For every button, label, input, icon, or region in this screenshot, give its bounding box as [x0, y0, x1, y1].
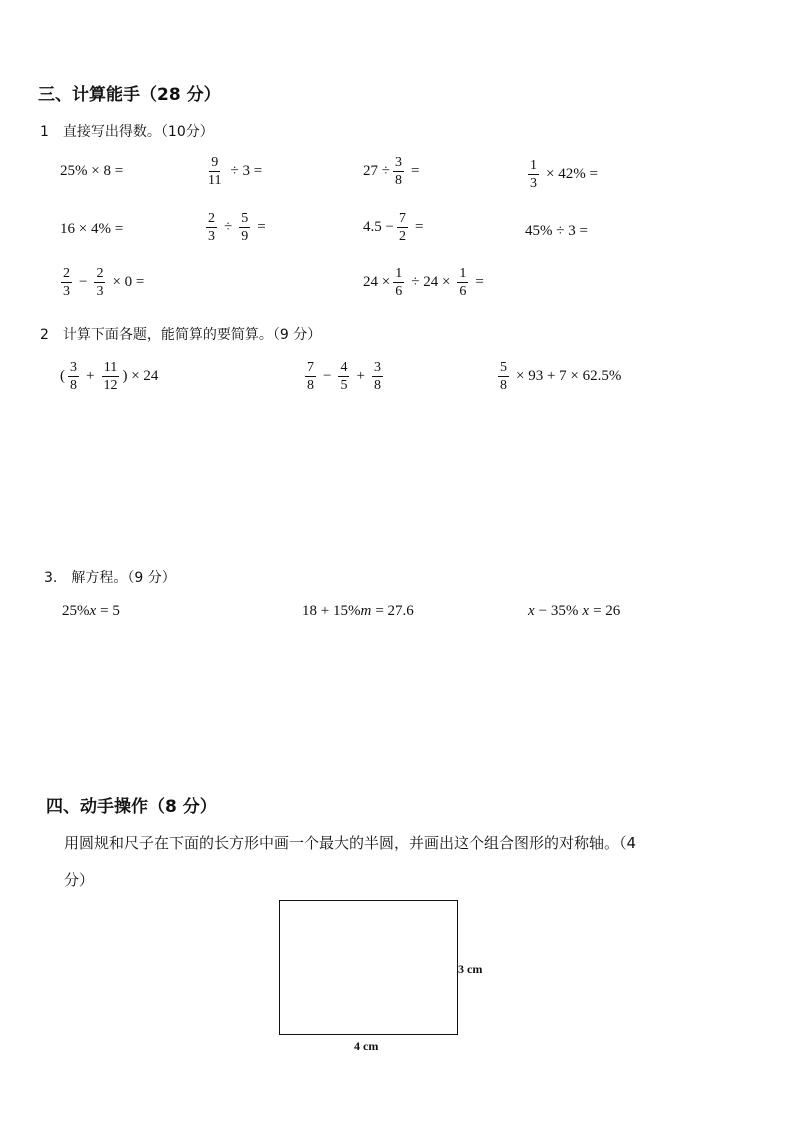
operator: + — [86, 368, 95, 385]
expression-text: = — [414, 219, 424, 236]
expression-text: 25% — [62, 603, 90, 619]
expression-3 — [363, 155, 423, 189]
expression-text: = 26 — [593, 603, 621, 619]
numerator: 4 — [338, 360, 349, 377]
expression-4 — [525, 158, 602, 192]
paren-open: ( — [60, 368, 65, 385]
expression-text: 18 + 15% — [302, 603, 361, 619]
expression-text: × 42% = — [546, 166, 598, 183]
fraction — [338, 360, 349, 394]
numerator: 1 — [528, 158, 539, 175]
denominator: 8 — [373, 378, 381, 394]
expression-text: × 0 = — [112, 274, 145, 291]
expression-text: = 5 — [100, 603, 120, 619]
operator: + — [356, 368, 365, 385]
calculation-1 — [60, 360, 158, 394]
equation-1 — [62, 603, 124, 620]
numerator: 3 — [393, 155, 404, 172]
fraction — [372, 360, 383, 394]
denominator: 3 — [96, 284, 104, 300]
fraction — [239, 211, 250, 245]
variable: x — [528, 603, 535, 619]
expression-text: 27 ÷ — [363, 163, 390, 180]
expression-2 — [203, 155, 266, 189]
fraction — [94, 266, 105, 300]
fraction — [393, 266, 404, 300]
numerator: 3 — [68, 360, 79, 377]
denominator: 9 — [241, 229, 249, 245]
expression-1 — [60, 163, 123, 180]
variable: x — [89, 603, 97, 619]
numerator: 7 — [397, 211, 408, 228]
fraction — [101, 360, 119, 394]
expression-5 — [60, 221, 123, 238]
denominator: 11 — [208, 173, 222, 189]
expression-text: 45% ÷ 3 = — [525, 223, 588, 239]
expression-8 — [525, 223, 588, 240]
expression-text: − 35% — [538, 603, 579, 619]
denominator: 8 — [307, 378, 314, 394]
variable: x — [582, 603, 590, 619]
question-2-title: 2 计算下面各题，能简算的要简算。（9 分） — [40, 327, 322, 343]
numerator: 5 — [498, 360, 509, 377]
expression-text: × 93 + 7 × 62.5% — [516, 368, 622, 385]
task-instruction-line-2: 分） — [64, 871, 95, 889]
fraction — [498, 360, 509, 394]
numerator: 2 — [206, 211, 217, 228]
fraction — [457, 266, 468, 300]
expression-text: = — [475, 274, 484, 291]
numerator: 1 — [457, 266, 468, 283]
denominator: 3 — [530, 176, 537, 192]
fraction — [206, 211, 217, 245]
expression-text: 4.5 − — [363, 219, 394, 236]
section-3-title: 三、计算能手（28 分） — [38, 85, 221, 105]
question-3-title: 3. 解方程。（9 分） — [44, 570, 176, 586]
expression-9 — [58, 266, 148, 300]
calculation-2 — [302, 360, 386, 394]
expression-text: ) × 24 — [122, 368, 159, 385]
denominator: 3 — [63, 284, 70, 300]
numerator: 2 — [61, 266, 72, 283]
section-4-title: 四、动手操作（8 分） — [46, 797, 217, 817]
fraction — [68, 360, 79, 394]
fraction — [206, 155, 223, 189]
variable: m — [360, 603, 372, 619]
denominator: 3 — [208, 229, 215, 245]
numerator: 7 — [305, 360, 316, 377]
denominator: 6 — [459, 284, 467, 300]
denominator: 2 — [398, 229, 406, 245]
rectangle-height-label: 3 cm — [458, 962, 483, 976]
expression-text: 25% × 8 = — [60, 163, 124, 179]
denominator: 6 — [395, 284, 403, 300]
expression-text: = — [257, 219, 266, 236]
fraction — [61, 266, 72, 300]
calculation-3 — [495, 360, 625, 394]
denominator: 8 — [394, 173, 402, 189]
expression-7 — [363, 211, 427, 245]
numerator: 3 — [372, 360, 383, 377]
denominator: 8 — [500, 378, 507, 394]
numerator: 5 — [239, 211, 250, 228]
task-instruction-line-1: 用圆规和尺子在下面的长方形中画一个最大的半圆，并画出这个组合图形的对称轴。（4 — [64, 834, 637, 852]
expression-text: 24 × — [363, 274, 391, 291]
expression-10 — [363, 266, 488, 300]
operator: − — [79, 274, 88, 291]
rectangle-figure — [279, 900, 458, 1035]
denominator: 8 — [70, 378, 77, 394]
expression-text: 16 × 4% = — [60, 221, 124, 237]
fraction — [305, 360, 316, 394]
numerator: 1 — [393, 266, 404, 283]
equation-3 — [528, 603, 624, 620]
expression-text: = — [410, 163, 420, 180]
fraction — [528, 158, 539, 192]
rectangle-width-label: 4 cm — [354, 1039, 379, 1053]
question-1-title: 1 直接写出得数。（10分） — [40, 124, 214, 140]
expression-text: ÷ 3 = — [230, 163, 263, 180]
denominator: 5 — [340, 378, 348, 394]
equation-2 — [302, 603, 418, 620]
numerator: 9 — [209, 155, 220, 172]
operator: − — [323, 368, 332, 385]
operator: ÷ — [224, 219, 233, 236]
expression-text: = 27.6 — [375, 603, 414, 619]
expression-6 — [203, 211, 270, 245]
expression-text: ÷ 24 × — [411, 274, 451, 291]
fraction — [397, 211, 408, 245]
denominator: 12 — [103, 378, 118, 394]
fraction — [393, 155, 404, 189]
numerator: 2 — [94, 266, 105, 283]
numerator: 11 — [102, 360, 119, 377]
